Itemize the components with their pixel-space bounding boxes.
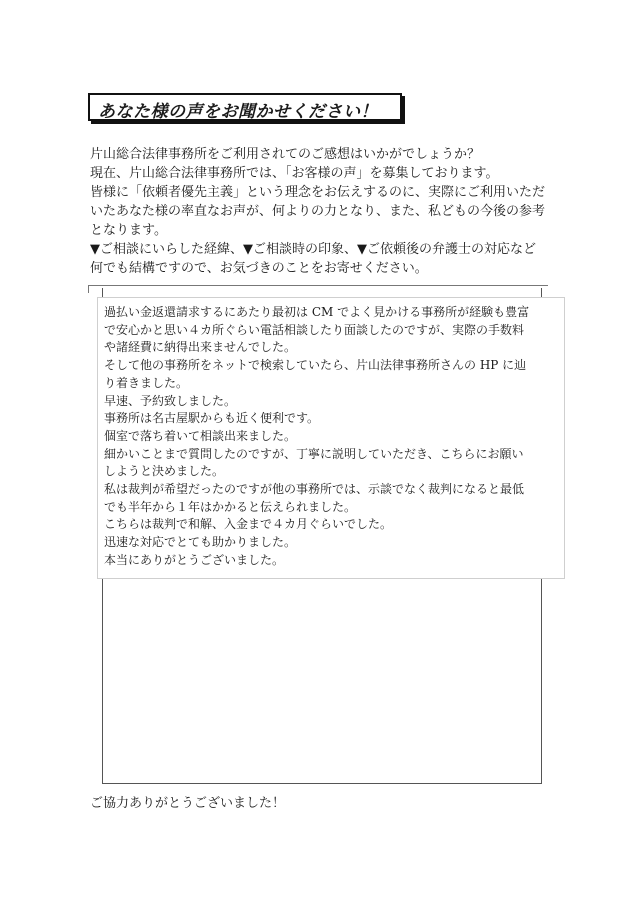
comment-line: 本当にありがとうございました。 [104, 552, 285, 567]
heading-box [88, 93, 402, 121]
customer-comment [97, 297, 565, 579]
comment-line: 個室で落ち着いて相談出来ました。 [104, 428, 297, 443]
comment-line: そして他の事務所をネットで検索していたら、片山法律事務所さんの HP に辿 [104, 358, 527, 373]
page-title: あなた様の声をお聞かせください！ [98, 102, 378, 122]
intro-line: 片山総合法律事務所をご利用されてのご感想はいかがでしょうか？ [90, 147, 481, 162]
frame-corner-tick [88, 285, 89, 293]
comment-line: 過払い金返還請求するにあたり最初は CM でよく見かける事務所が経験も豊富 [104, 305, 530, 319]
comment-line: 早速、予約致しました。 [104, 393, 237, 408]
comment-line: や諸経費に納得出来ませんでした。 [104, 340, 297, 355]
intro-line: となります。 [90, 223, 167, 238]
comment-line: でも半年から１年はかかると伝えられました。 [104, 499, 357, 514]
closing-thanks: ご協力ありがとうございました！ [90, 796, 286, 811]
comment-line: で安心かと思い４カ所ぐらい電話相談したり面談したのですが、実際の手数料 [104, 322, 525, 337]
intro-line: 皆様に「依頼者優先主義」という理念をお伝えするのに、実際にご利用いただ [90, 185, 546, 200]
intro-line: ▼ご相談にいらした経緯、▼ご相談時の印象、▼ご依頼後の弁護士の対応など [90, 242, 536, 257]
comment-line: り着きました。 [104, 375, 189, 390]
intro-line: 何でも結構ですので、お気づきのことをお寄せください。 [90, 261, 428, 276]
comment-line: しようと決めました。 [104, 464, 225, 479]
intro-text [90, 145, 560, 278]
comment-line: 細かいことまで質問したのですが、丁寧に説明していただき、こちらにお願い [104, 446, 524, 461]
intro-line: いたあなた様の率直なお声が、何よりの力となり、また、私どもの今後の参考 [90, 204, 546, 219]
comment-line: 事務所は名古屋駅からも近く便利です。 [104, 411, 320, 426]
intro-line: 現在、片山総合法律事務所では、「お客様の声」を募集しております。 [90, 166, 499, 181]
comment-line: 迅速な対応でとても助かりました。 [104, 535, 297, 550]
comment-line: 私は裁判が希望だったのですが他の事務所では、示談でなく裁判になると最低 [104, 482, 525, 497]
comment-line: こちらは裁判で和解、入金まで４カ月ぐらいでした。 [104, 517, 393, 532]
frame-top-line [88, 285, 548, 286]
